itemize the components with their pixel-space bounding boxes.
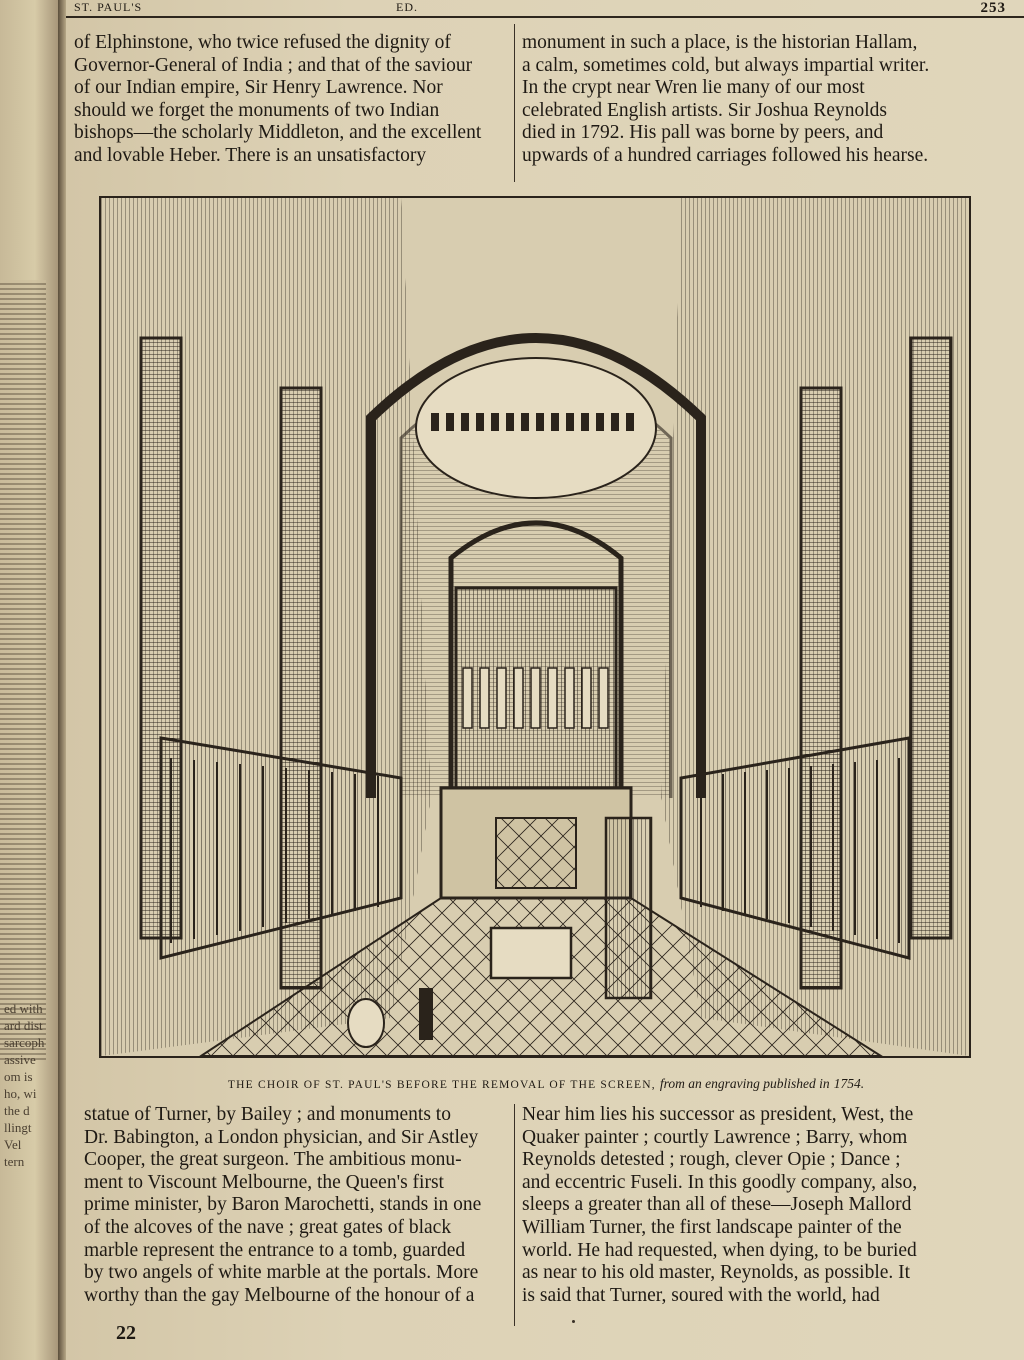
dome-window xyxy=(446,413,454,431)
altar-table xyxy=(491,928,571,978)
text-line: as near to his old master, Reynolds, as possible. It xyxy=(522,1262,911,1284)
pilaster xyxy=(911,338,951,938)
caption-source: from an engraving published in xyxy=(659,1076,830,1091)
text-line: the d xyxy=(4,1103,30,1118)
text-line: by two angels of white marble at the portals. More xyxy=(84,1262,479,1284)
text-line: bishops—the scholarly Middleton, and the excellent xyxy=(74,122,482,144)
text-line: William Turner, the first landscape painter of the xyxy=(522,1216,902,1238)
running-head xyxy=(66,0,1024,18)
text-line: ho, wi xyxy=(4,1086,37,1101)
organ-pipe xyxy=(463,668,472,728)
engraving-illustration xyxy=(101,198,969,1056)
running-head-right: ED. xyxy=(396,0,418,14)
text-line: died in 1792. His pall was borne by peers, and xyxy=(522,122,884,144)
text-line: monument in such a place, is the historian Hallam, xyxy=(522,32,918,53)
figure-man xyxy=(419,988,433,1040)
pilaster xyxy=(281,388,321,988)
bishops-throne xyxy=(606,818,651,998)
text-line: ed with xyxy=(4,1001,43,1016)
pilaster xyxy=(141,338,181,938)
text-line: Near him lies his successor as president, West, the xyxy=(522,1104,914,1125)
previous-page-margin-text xyxy=(4,1000,52,1170)
bottom-left-column xyxy=(84,1104,504,1307)
dome-window xyxy=(506,413,514,431)
book-gutter xyxy=(58,0,66,1360)
organ-pipe xyxy=(497,668,506,728)
top-column-rule xyxy=(514,24,515,182)
text-line: celebrated English artists. Sir Joshua Reynolds xyxy=(522,99,888,121)
book-page xyxy=(66,0,1024,1360)
dome-window xyxy=(626,413,634,431)
bottom-right-column xyxy=(522,1104,962,1307)
organ-pipe xyxy=(582,668,591,728)
text-line: of our Indian empire, Sir Henry Lawrence. Nor xyxy=(74,77,443,99)
text-line: Governor-General of India ; and that of the saviour xyxy=(74,54,473,76)
text-line: llingt xyxy=(4,1120,32,1135)
text-line: and eccentric Fuseli. In this goodly company, also, xyxy=(522,1171,918,1193)
text-line: tern xyxy=(4,1154,25,1169)
dome-window xyxy=(581,413,589,431)
organ-pipe xyxy=(565,668,574,728)
page-number: 253 xyxy=(980,0,1006,16)
text-line: marble represent the entrance to a tomb, guarded xyxy=(84,1239,466,1261)
text-line: of Elphinstone, who twice refused the dignity of xyxy=(74,32,451,53)
text-line: upwards of a hundred carriages followed his hearse. xyxy=(522,144,929,166)
organ-pipe xyxy=(599,668,608,728)
dome-window xyxy=(521,413,529,431)
dome-window xyxy=(551,413,559,431)
screen-door xyxy=(496,818,576,888)
previous-page-engraving xyxy=(0,280,46,1060)
dome-window xyxy=(431,413,439,431)
text-line: sleeps a greater than all of these—Joseph Mallord xyxy=(522,1194,912,1216)
dome-window xyxy=(461,413,469,431)
text-line: worthy than the gay Melbourne of the honour of a xyxy=(84,1284,475,1306)
text-line: assive xyxy=(4,1052,36,1067)
dome-window xyxy=(491,413,499,431)
text-line: is said that Turner, soured with the world, had xyxy=(522,1284,880,1306)
text-line: world. He had requested, when dying, to be buried xyxy=(522,1239,917,1261)
text-line: Reynolds detested ; rough, clever Opie ; Dance ; xyxy=(522,1149,901,1171)
dome-window xyxy=(611,413,619,431)
choir-engraving xyxy=(99,196,971,1058)
top-right-column xyxy=(522,32,962,168)
figure-caption xyxy=(136,1076,956,1092)
figure-woman xyxy=(348,999,384,1047)
text-line: prime minister, by Baron Marochetti, stands in one xyxy=(84,1194,482,1216)
printers-mark xyxy=(572,1320,575,1323)
text-line: ment to Viscount Melbourne, the Queen's first xyxy=(84,1171,444,1193)
caption-title: THE CHOIR OF ST. PAUL'S BEFORE THE REMOVAL OF THE SCREEN, xyxy=(227,1079,656,1091)
dome-window xyxy=(596,413,604,431)
dome-window xyxy=(476,413,484,431)
organ-pipe xyxy=(514,668,523,728)
organ-pipe xyxy=(531,668,540,728)
text-line: Quaker painter ; courtly Lawrence ; Barry, whom xyxy=(522,1126,908,1148)
dome-window xyxy=(536,413,544,431)
previous-page-edge xyxy=(0,0,58,1360)
folio-number: 22 xyxy=(116,1322,136,1344)
organ-pipe xyxy=(548,668,557,728)
top-left-column xyxy=(74,32,506,168)
text-line: om is xyxy=(4,1069,33,1084)
text-line: should we forget the monuments of two Indian xyxy=(74,99,440,121)
text-line: Dr. Babington, a London physician, and Sir Astley xyxy=(84,1126,479,1148)
text-line: and lovable Heber. There is an unsatisfactory xyxy=(74,144,427,166)
text-line: of the alcoves of the nave ; great gates of black xyxy=(84,1216,452,1238)
pilaster xyxy=(801,388,841,988)
text-line: In the crypt near Wren lie many of our most xyxy=(522,77,865,99)
text-line: ard dist xyxy=(4,1018,43,1033)
text-line: Cooper, the great surgeon. The ambitious monu- xyxy=(84,1149,462,1171)
organ-pipe xyxy=(480,668,489,728)
running-head-left: ST. PAUL'S xyxy=(74,0,143,14)
dome-window xyxy=(566,413,574,431)
text-line: Vel xyxy=(4,1137,22,1152)
bottom-column-rule xyxy=(514,1104,515,1326)
text-line: a calm, sometimes cold, but always impartial writer. xyxy=(522,54,930,76)
text-line: statue of Turner, by Bailey ; and monuments to xyxy=(84,1104,451,1125)
text-line: sarcoph xyxy=(4,1035,45,1050)
caption-year: 1754. xyxy=(833,1076,865,1091)
